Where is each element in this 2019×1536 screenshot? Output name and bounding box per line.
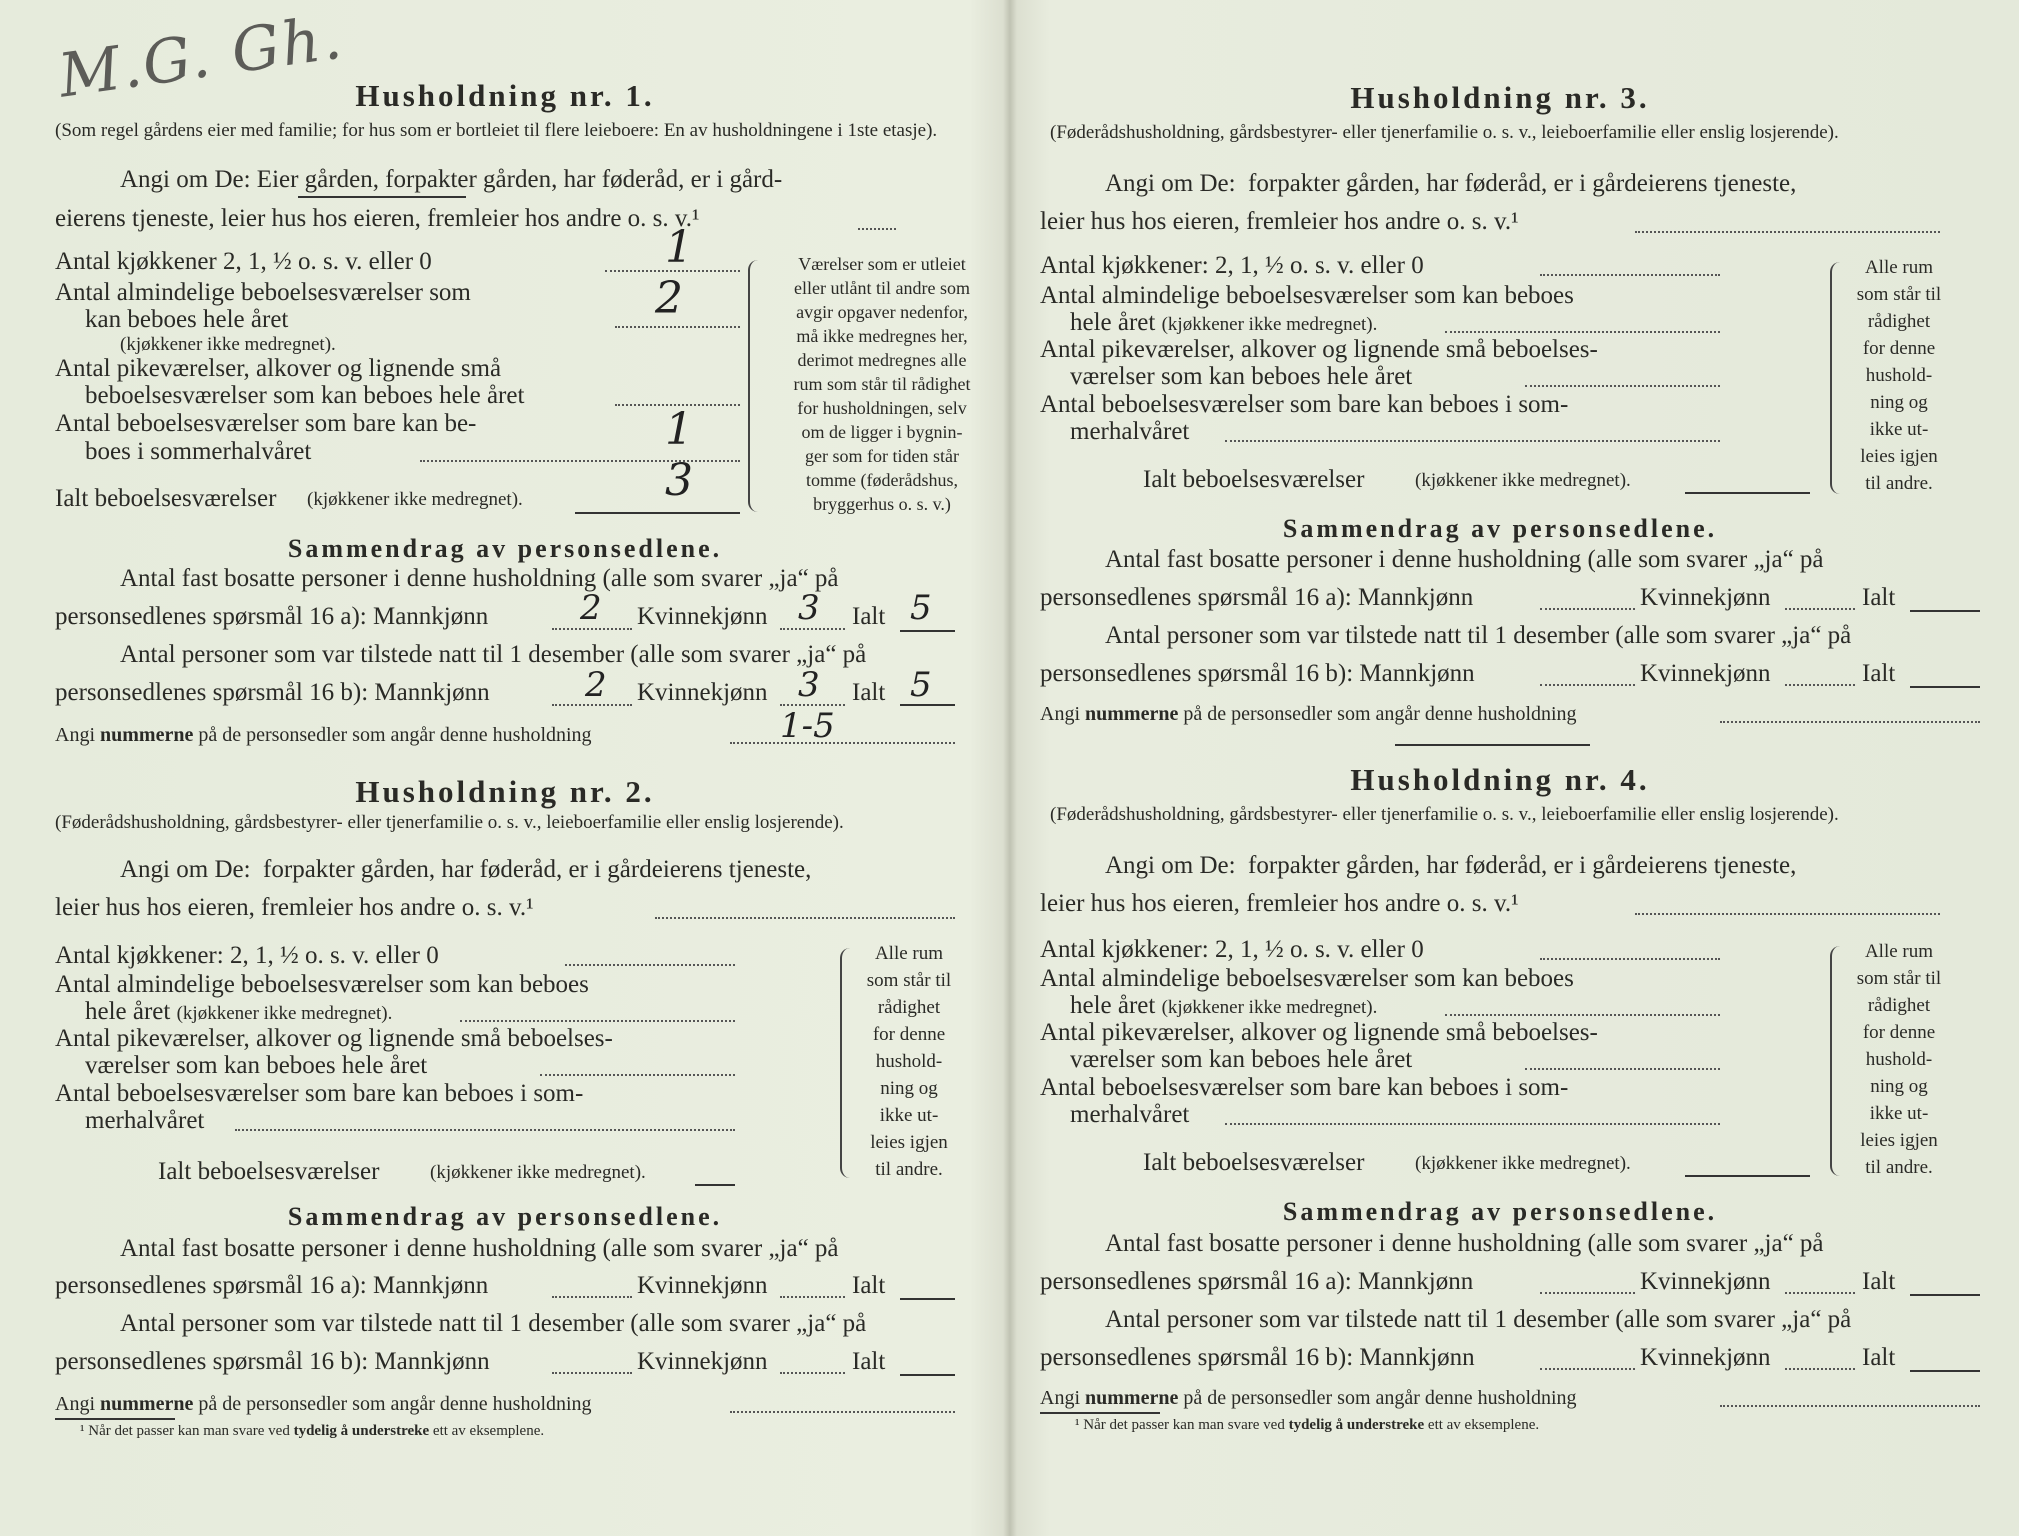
right-footnote: ¹ Når det passer kan man svare ved tydelig å understreke ett av eksemplene. (1075, 1417, 1540, 1433)
side-note-line: som står til (1856, 284, 1942, 305)
side-note-line: leies igjen (1860, 1130, 1938, 1151)
h1-pike-label1: Antal pikeværelser, alkover og lignende små (55, 355, 502, 382)
h4-angi-line: Angi om De: forpakter gården, har føderåd, er i gårdeierens tjeneste, (1105, 852, 1797, 879)
side-note-line: ger som for tiden står (805, 446, 959, 466)
h3-pike-label2: værelser som kan beboes hele året (1070, 363, 1413, 390)
household-2-note: (Føderådshusholdning, gårdsbestyrer- eller tjenerfamilie o. s. v., leieboerfamilie eller enslig losjerende). (55, 812, 844, 833)
h2-alm-label1: Antal almindelige beboelsesværelser som kan beboes (55, 971, 589, 998)
side-note-line: leies igjen (870, 1132, 948, 1153)
h3-sommer-label1: Antal beboelsesværelser som bare kan beboes i som- (1040, 391, 1569, 418)
side-note-line: ikke ut- (1869, 1103, 1929, 1124)
h4-sommer-label1: Antal beboelsesværelser som bare kan beboes i som- (1040, 1074, 1569, 1101)
side-note-line: rum som står til rådighet (793, 374, 971, 394)
household-3-note: (Føderådshusholdning, gårdsbestyrer- eller tjenerfamilie o. s. v., leieboerfamilie eller enslig losjerende). (1050, 122, 1839, 143)
side-note-line: rådighet (1867, 995, 1931, 1016)
side-note-line: hushold- (875, 1051, 943, 1072)
side-note-line: Værelser som er utleiet (798, 254, 966, 274)
h1-alm-value: 2 (655, 273, 683, 324)
household-4-note: (Føderådshusholdning, gårdsbestyrer- eller tjenerfamilie o. s. v., leieboerfamilie eller enslig losjerende). (1050, 804, 1839, 825)
h1-alm-label3: (kjøkkener ikke medregnet). (120, 334, 336, 355)
left-page (40, 0, 1000, 1536)
h1-side-note (762, 252, 1002, 516)
h4-ialt-paren: (kjøkkener ikke medregnet). (1415, 1153, 1631, 1174)
h1-fast-line2: personsedlenes spørsmål 16 a): Mannkjønn (55, 603, 489, 630)
household-3-title: Husholdning nr. 3. (1350, 80, 1650, 115)
household-4-title: Husholdning nr. 4. (1350, 762, 1650, 797)
h2-tilstede-line2: personsedlenes spørsmål 16 b): Mannkjønn (55, 1348, 490, 1375)
household-1-note: (Som regel gårdens eier med familie; for hus som er bortleiet til flere leieboere: En av husholdningene i 1ste etasje). (55, 120, 938, 141)
household-1-angi-line: Angi om De: Eier gården, forpakter gården, har føderåd, er i gård- (120, 166, 783, 193)
h1-nummerne-value: 1-5 (780, 706, 835, 746)
page-fold (1003, 0, 1017, 1536)
h1-mann-a-value: 2 (580, 588, 602, 628)
h3-tilstede-line2: personsedlenes spørsmål 16 b): Mannkjønn (1040, 660, 1475, 687)
h3-ialt-label: Ialt beboelsesværelser (1143, 466, 1365, 493)
side-note-line: Alle rum (1864, 941, 1934, 962)
h3-pike-label1: Antal pikeværelser, alkover og lignende små beboelses- (1040, 336, 1598, 363)
h2-ialt-paren: (kjøkkener ikke medregnet). (430, 1162, 646, 1183)
h4-ialt-b-label: Ialt (1862, 1344, 1896, 1371)
side-note-line: ning og (1870, 392, 1928, 413)
h4-sammendrag-title: Sammendrag av personsedlene. (1282, 1197, 1718, 1226)
h4-alm-label1: Antal almindelige beboelsesværelser som kan beboes (1040, 965, 1574, 992)
h3-sommer-label2: merhalvåret (1070, 418, 1190, 445)
side-note-line: til andre. (1865, 1157, 1933, 1178)
side-note-line: til andre. (1865, 473, 1933, 494)
h3-leier-line: leier hus hos eieren, fremleier hos andre o. s. v.¹ (1040, 208, 1519, 235)
h1-fast-line1: Antal fast bosatte personer i denne husholdning (alle som svarer „ja“ på (120, 565, 839, 592)
side-note-line: som står til (1856, 968, 1942, 989)
h3-side-note (1838, 254, 1960, 497)
h2-ialt-a-label: Ialt (852, 1272, 886, 1299)
h4-pike-label1: Antal pikeværelser, alkover og lignende små beboelses- (1040, 1019, 1598, 1046)
household-1-title: Husholdning nr. 1. (355, 78, 655, 113)
h1-ialt-paren: (kjøkkener ikke medregnet). (307, 489, 523, 510)
h4-leier-line: leier hus hos eieren, fremleier hos andre o. s. v.¹ (1040, 890, 1519, 917)
h2-fast-line2: personsedlenes spørsmål 16 a): Mannkjønn (55, 1272, 489, 1299)
side-note-line: tomme (føderådshus, (806, 470, 958, 490)
side-note-line: avgir opgaver nedenfor, (796, 302, 968, 322)
h2-tilstede-line1: Antal personer som var tilstede natt til 1 desember (alle som svarer „ja“ på (120, 1310, 867, 1337)
h2-angi-line: Angi om De: forpakter gården, har føderåd, er i gårdeierens tjeneste, (120, 856, 812, 883)
h1-sommer-label2: boes i sommerhalvåret (85, 438, 312, 465)
h2-ialt-b-label: Ialt (852, 1348, 886, 1375)
h3-fast-line2: personsedlenes spørsmål 16 a): Mannkjønn (1040, 584, 1474, 611)
side-note-line: Alle rum (874, 943, 944, 964)
h2-ialt-label: Ialt beboelsesværelser (158, 1158, 380, 1185)
h1-alm-label1: Antal almindelige beboelsesværelser som (55, 279, 471, 306)
side-note-line: ning og (880, 1078, 938, 1099)
h4-nummerne-line: Angi nummerne på de personsedler som angår denne husholdning (1040, 1387, 1577, 1409)
h1-kvinne-b-label: Kvinnekjønn (637, 679, 768, 706)
side-note-line: ning og (1870, 1076, 1928, 1097)
h1-sammendrag-title: Sammendrag av personsedlene. (287, 534, 723, 563)
side-note-line: for husholdningen, selv (797, 398, 967, 418)
side-note-line: rådighet (1867, 311, 1931, 332)
handwritten-initials: M.G. Gh. (54, 2, 348, 112)
side-note-line: ikke ut- (1869, 419, 1929, 440)
h1-sommer-value: 1 (665, 404, 693, 455)
side-note-line: hushold- (1865, 1049, 1933, 1070)
h1-ialt-b-label: Ialt (852, 679, 886, 706)
h1-sommer-label1: Antal beboelsesværelser som bare kan be- (55, 410, 477, 437)
h2-sommer-label1: Antal beboelsesværelser som bare kan beboes i som- (55, 1080, 584, 1107)
h1-pike-label2: beboelsesværelser som kan beboes hele året (85, 382, 525, 409)
h2-alm-label2: hele året (kjøkkener ikke medregnet). (85, 998, 393, 1025)
h4-kvinne-b-label: Kvinnekjønn (1640, 1344, 1771, 1371)
side-note-line: som står til (866, 970, 952, 991)
h2-kvinne-b-label: Kvinnekjønn (637, 1348, 768, 1375)
h2-pike-label2: værelser som kan beboes hele året (85, 1052, 428, 1079)
h3-ialt-b-label: Ialt (1862, 660, 1896, 687)
side-note-line: rådighet (877, 997, 941, 1018)
h2-sammendrag-title: Sammendrag av personsedlene. (287, 1202, 723, 1231)
h1-ialt-a-label: Ialt (852, 603, 886, 630)
h2-kvinne-a-label: Kvinnekjønn (637, 1272, 768, 1299)
h3-kvinne-a-label: Kvinnekjønn (1640, 584, 1771, 611)
eier-underline (298, 196, 466, 198)
household-1-angi-line2: eierens tjeneste, leier hus hos eieren, fremleier hos andre o. s. v.¹ (55, 205, 700, 232)
h4-alm-label2: hele året (kjøkkener ikke medregnet). (1070, 992, 1378, 1019)
h1-tilstede-line1: Antal personer som var tilstede natt til 1 desember (alle som svarer „ja“ på (120, 641, 867, 668)
h1-alm-label2: kan beboes hele året (85, 306, 289, 333)
side-note-line: om de ligger i bygnin- (801, 422, 963, 442)
side-note-line: ikke ut- (879, 1105, 939, 1126)
h1-kjokkener-value: 1 (665, 222, 693, 273)
h3-angi-line: Angi om De: forpakter gården, har føderåd, er i gårdeierens tjeneste, (1105, 170, 1797, 197)
h3-tilstede-line1: Antal personer som var tilstede natt til 1 desember (alle som svarer „ja“ på (1105, 622, 1852, 649)
h2-leier-line: leier hus hos eieren, fremleier hos andre o. s. v.¹ (55, 894, 534, 921)
h1-ialt-value: 3 (665, 455, 693, 506)
h1-ialt-label: Ialt beboelsesværelser (55, 485, 277, 512)
side-note-line: Alle rum (1864, 257, 1934, 278)
h1-mann-b-value: 2 (585, 665, 607, 705)
h2-nummerne-line: Angi nummerne på de personsedler som angår denne husholdning (55, 1393, 592, 1415)
h4-kvinne-a-label: Kvinnekjønn (1640, 1268, 1771, 1295)
h3-kvinne-b-label: Kvinnekjønn (1640, 660, 1771, 687)
h2-side-note (848, 940, 970, 1183)
h1-ialt-b-value: 5 (910, 665, 932, 705)
h1-kvinne-a-value: 3 (798, 588, 820, 628)
h2-fast-line1: Antal fast bosatte personer i denne husholdning (alle som svarer „ja“ på (120, 1235, 839, 1262)
h4-ialt-label: Ialt beboelsesværelser (1143, 1149, 1365, 1176)
household-2-title: Husholdning nr. 2. (355, 774, 655, 809)
h4-fast-line1: Antal fast bosatte personer i denne husholdning (alle som svarer „ja“ på (1105, 1230, 1824, 1257)
side-note-line: eller utlånt til andre som (794, 278, 970, 298)
side-note-line: til andre. (875, 1159, 943, 1180)
h1-kvinne-b-value: 3 (798, 665, 820, 705)
side-note-line: må ikke medregnes her, (796, 326, 968, 346)
h1-brace (748, 260, 762, 512)
side-note-line: for denne (1862, 1022, 1936, 1043)
side-note-line: hushold- (1865, 365, 1933, 386)
side-note-line: for denne (1862, 338, 1936, 359)
h1-ialt-a-value: 5 (910, 588, 932, 628)
h1-kjokkener-label: Antal kjøkkener 2, 1, ½ o. s. v. eller 0 (55, 248, 432, 275)
left-footnote: ¹ Når det passer kan man svare ved tydelig å understreke ett av eksemplene. (80, 1423, 545, 1439)
h2-kjokkener-label: Antal kjøkkener: 2, 1, ½ o. s. v. eller 0 (55, 942, 439, 969)
h4-tilstede-line1: Antal personer som var tilstede natt til 1 desember (alle som svarer „ja“ på (1105, 1306, 1852, 1333)
side-note-line: for denne (872, 1024, 946, 1045)
h1-tilstede-line2: personsedlenes spørsmål 16 b): Mannkjønn (55, 679, 490, 706)
h4-pike-label2: værelser som kan beboes hele året (1070, 1046, 1413, 1073)
h1-kvinne-a-label: Kvinnekjønn (637, 603, 768, 630)
h3-alm-label1: Antal almindelige beboelsesværelser som kan beboes (1040, 282, 1574, 309)
h3-fast-line1: Antal fast bosatte personer i denne husholdning (alle som svarer „ja“ på (1105, 546, 1824, 573)
h3-ialt-paren: (kjøkkener ikke medregnet). (1415, 470, 1631, 491)
h4-ialt-a-label: Ialt (1862, 1268, 1896, 1295)
h4-side-note (1838, 938, 1960, 1181)
h3-nummerne-line: Angi nummerne på de personsedler som angår denne husholdning (1040, 703, 1577, 725)
h1-nummerne-line: Angi nummerne på de personsedler som angår denne husholdning (55, 724, 592, 746)
h4-kjokkener-label: Antal kjøkkener: 2, 1, ½ o. s. v. eller 0 (1040, 936, 1424, 963)
side-note-line: derimot medregnes alle (797, 350, 967, 370)
h3-kjokkener-label: Antal kjøkkener: 2, 1, ½ o. s. v. eller 0 (1040, 252, 1424, 279)
h3-ialt-a-label: Ialt (1862, 584, 1896, 611)
h4-sommer-label2: merhalvåret (1070, 1101, 1190, 1128)
h4-fast-line2: personsedlenes spørsmål 16 a): Mannkjønn (1040, 1268, 1474, 1295)
h3-alm-label2: hele året (kjøkkener ikke medregnet). (1070, 309, 1378, 336)
h2-pike-label1: Antal pikeværelser, alkover og lignende små beboelses- (55, 1025, 613, 1052)
h3-sammendrag-title: Sammendrag av personsedlene. (1282, 514, 1718, 543)
h2-sommer-label2: merhalvåret (85, 1107, 205, 1134)
side-note-line: leies igjen (1860, 446, 1938, 467)
right-page (1035, 0, 1995, 1536)
h4-tilstede-line2: personsedlenes spørsmål 16 b): Mannkjønn (1040, 1344, 1475, 1371)
side-note-line: bryggerhus o. s. v.) (813, 494, 951, 514)
